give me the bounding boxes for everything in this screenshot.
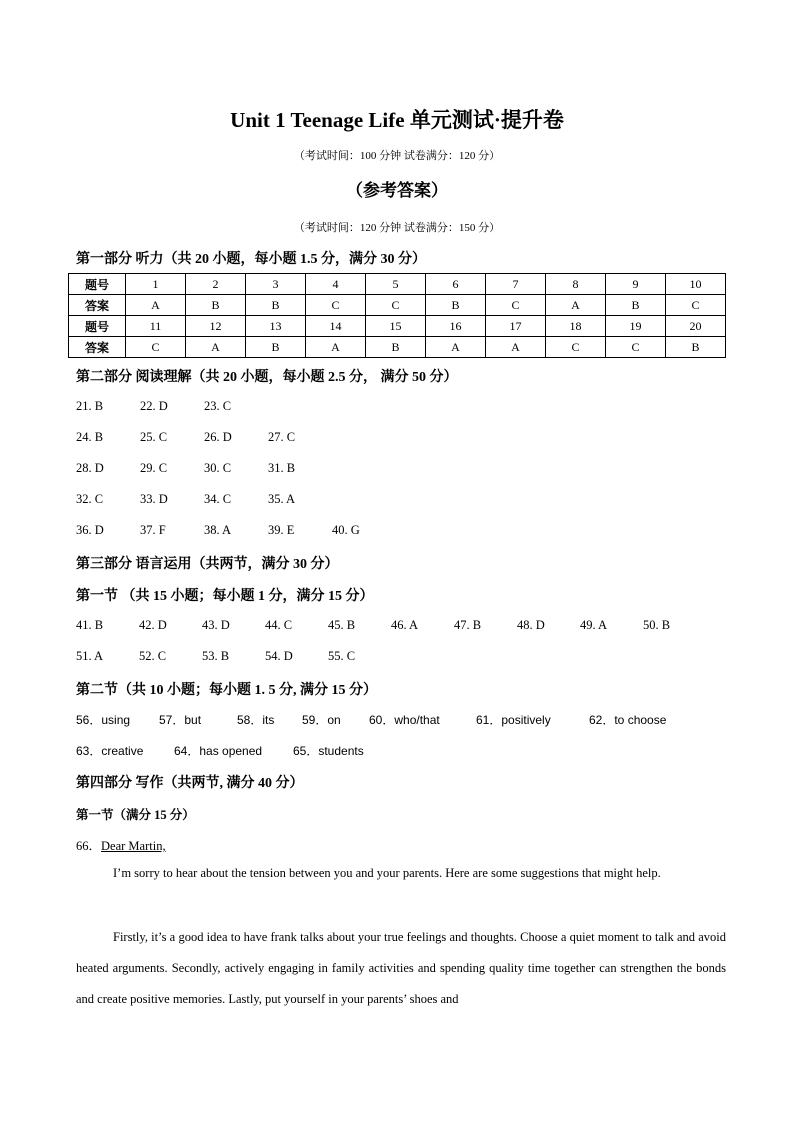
answer-item: 48. D xyxy=(517,618,545,632)
answer-cell: A xyxy=(306,337,366,358)
answer-row xyxy=(76,523,396,538)
answer-cell: B xyxy=(186,295,246,316)
answer-item: 59．on xyxy=(302,713,341,727)
answer-item: 64．has opened xyxy=(174,744,263,758)
answer-item: 62．to choose xyxy=(589,713,667,727)
answer-item: 63．creative xyxy=(76,744,144,758)
answer-item: 23. C xyxy=(204,399,232,413)
question-number: 17 xyxy=(486,316,546,337)
essay-paragraph-1: I’m sorry to hear about the tension between you and your parents. Here are some suggestions that might help. xyxy=(113,866,661,880)
answer-item: 61．positively xyxy=(476,713,551,727)
question-number: 8 xyxy=(546,274,606,295)
answer-cell: C xyxy=(486,295,546,316)
answer-row xyxy=(76,742,383,759)
answer-item: 58．its xyxy=(237,713,275,727)
answer-row xyxy=(76,711,689,728)
answers-title: （参考答案） xyxy=(346,181,448,200)
answer-item: 45. B xyxy=(328,618,356,632)
answer-cell: A xyxy=(426,337,486,358)
answer-cell: B xyxy=(606,295,666,316)
question-number: 18 xyxy=(546,316,606,337)
question-number: 1 xyxy=(126,274,186,295)
answer-cell: C xyxy=(546,337,606,358)
answer-row xyxy=(76,649,391,664)
answer-item: 22. D xyxy=(140,399,168,413)
table-row xyxy=(69,316,726,337)
question-number: 4 xyxy=(306,274,366,295)
answer-item: 33. D xyxy=(140,492,168,506)
listening-answer-table xyxy=(68,273,726,358)
answer-cell: B xyxy=(666,337,726,358)
question-number: 16 xyxy=(426,316,486,337)
answer-item: 55. C xyxy=(328,649,356,663)
answer-item: 25. C xyxy=(140,430,168,444)
essay-salutation-line xyxy=(76,836,166,854)
salutation: Dear Martin, xyxy=(101,839,166,853)
question-number: 13 xyxy=(246,316,306,337)
answer-cell: B xyxy=(366,337,426,358)
essay-paragraph-2: Firstly, it’s a good idea to have frank talks about your true feelings and thoughts. Choose a quiet moment to talk and avoid heated arguments. Secondly, actively engaging in family activities and spending quality time together can strengthen the bonds and create positive memories. Lastly, put yourself in your parents’ shoes and xyxy=(76,930,726,1006)
answer-cell: A xyxy=(486,337,546,358)
question-number: 10 xyxy=(666,274,726,295)
question-number: 5 xyxy=(366,274,426,295)
answer-item: 34. C xyxy=(204,492,232,506)
answer-item: 57．but xyxy=(159,713,202,727)
answer-cell: C xyxy=(666,295,726,316)
answer-item: 49. A xyxy=(580,618,608,632)
answer-item: 38. A xyxy=(204,523,232,537)
answer-item: 41. B xyxy=(76,618,104,632)
answer-item: 52. C xyxy=(139,649,167,663)
part4-section1-heading: 第一节（满分 15 分） xyxy=(76,808,195,822)
question-number: 6 xyxy=(426,274,486,295)
part3-heading: 第三部分 语言运用（共两节，满分 30 分） xyxy=(76,557,339,572)
question-number: 2 xyxy=(186,274,246,295)
row-label: 题号 xyxy=(69,274,126,295)
answer-item: 26. D xyxy=(204,430,232,444)
question-number: 7 xyxy=(486,274,546,295)
answer-item: 43. D xyxy=(202,618,230,632)
page-title: Unit 1 Teenage Life 单元测试·提升卷 xyxy=(230,108,564,132)
answer-item: 36. D xyxy=(76,523,104,537)
question-number: 9 xyxy=(606,274,666,295)
answer-item: 50. B xyxy=(643,618,671,632)
answer-cell: C xyxy=(306,295,366,316)
question-number: 14 xyxy=(306,316,366,337)
answer-cell: B xyxy=(246,295,306,316)
answer-item: 21. B xyxy=(76,399,104,413)
answer-row xyxy=(76,399,268,414)
question-number: 19 xyxy=(606,316,666,337)
answer-item: 30. C xyxy=(204,461,232,475)
question-number: 11 xyxy=(126,316,186,337)
question-number: 15 xyxy=(366,316,426,337)
answer-item: 29. C xyxy=(140,461,168,475)
row-label: 答案 xyxy=(69,337,126,358)
part3-section2-heading: 第二节（共 10 小题；每小题 1. 5 分, 满分 15 分） xyxy=(76,683,377,698)
question-number: 66． xyxy=(76,839,102,853)
table-row xyxy=(69,295,726,316)
row-label: 题号 xyxy=(69,316,126,337)
answer-item: 42. D xyxy=(139,618,167,632)
answer-item: 24. B xyxy=(76,430,104,444)
answer-item: 47. B xyxy=(454,618,482,632)
table-row xyxy=(69,274,726,295)
answer-cell: C xyxy=(606,337,666,358)
answer-row xyxy=(76,461,332,476)
answer-cell: C xyxy=(366,295,426,316)
answer-item: 46. A xyxy=(391,618,419,632)
answer-cell: C xyxy=(126,337,186,358)
answer-item: 37. F xyxy=(140,523,166,537)
exam-info-2: （考试时间：120 分钟 试卷满分：150 分） xyxy=(293,222,501,234)
row-label: 答案 xyxy=(69,295,126,316)
answer-item: 54. D xyxy=(265,649,293,663)
answer-item: 65．students xyxy=(293,744,364,758)
answer-cell: B xyxy=(246,337,306,358)
answer-item: 40. G xyxy=(332,523,360,537)
answer-item: 28. D xyxy=(76,461,104,475)
part3-section1-heading: 第一节 （共 15 小题；每小题 1 分，满分 15 分） xyxy=(76,589,374,604)
answer-item: 53. B xyxy=(202,649,230,663)
question-number: 12 xyxy=(186,316,246,337)
answer-cell: B xyxy=(426,295,486,316)
answer-item: 44. C xyxy=(265,618,293,632)
answer-cell: A xyxy=(546,295,606,316)
answer-item: 60．who/that xyxy=(369,713,440,727)
exam-info-1: （考试时间：100 分钟 试卷满分：120 分） xyxy=(293,150,501,162)
question-number: 3 xyxy=(246,274,306,295)
answer-item: 27. C xyxy=(268,430,296,444)
answer-item: 31. B xyxy=(268,461,296,475)
answer-row xyxy=(76,492,332,507)
answer-item: 32. C xyxy=(76,492,104,506)
answer-item: 35. A xyxy=(268,492,296,506)
table-row xyxy=(69,337,726,358)
question-number: 20 xyxy=(666,316,726,337)
answer-item: 39. E xyxy=(268,523,295,537)
answer-cell: A xyxy=(126,295,186,316)
part2-heading: 第二部分 阅读理解（共 20 小题，每小题 2.5 分， 满分 50 分） xyxy=(76,370,458,385)
part1-heading: 第一部分 听力（共 20 小题，每小题 1.5 分，满分 30 分） xyxy=(76,252,426,267)
answer-item: 56．using xyxy=(76,713,131,727)
answer-row xyxy=(76,618,683,633)
answer-cell: A xyxy=(186,337,246,358)
part4-heading: 第四部分 写作（共两节, 满分 40 分） xyxy=(76,776,304,791)
answer-row xyxy=(76,430,332,445)
answer-item: 51. A xyxy=(76,649,104,663)
